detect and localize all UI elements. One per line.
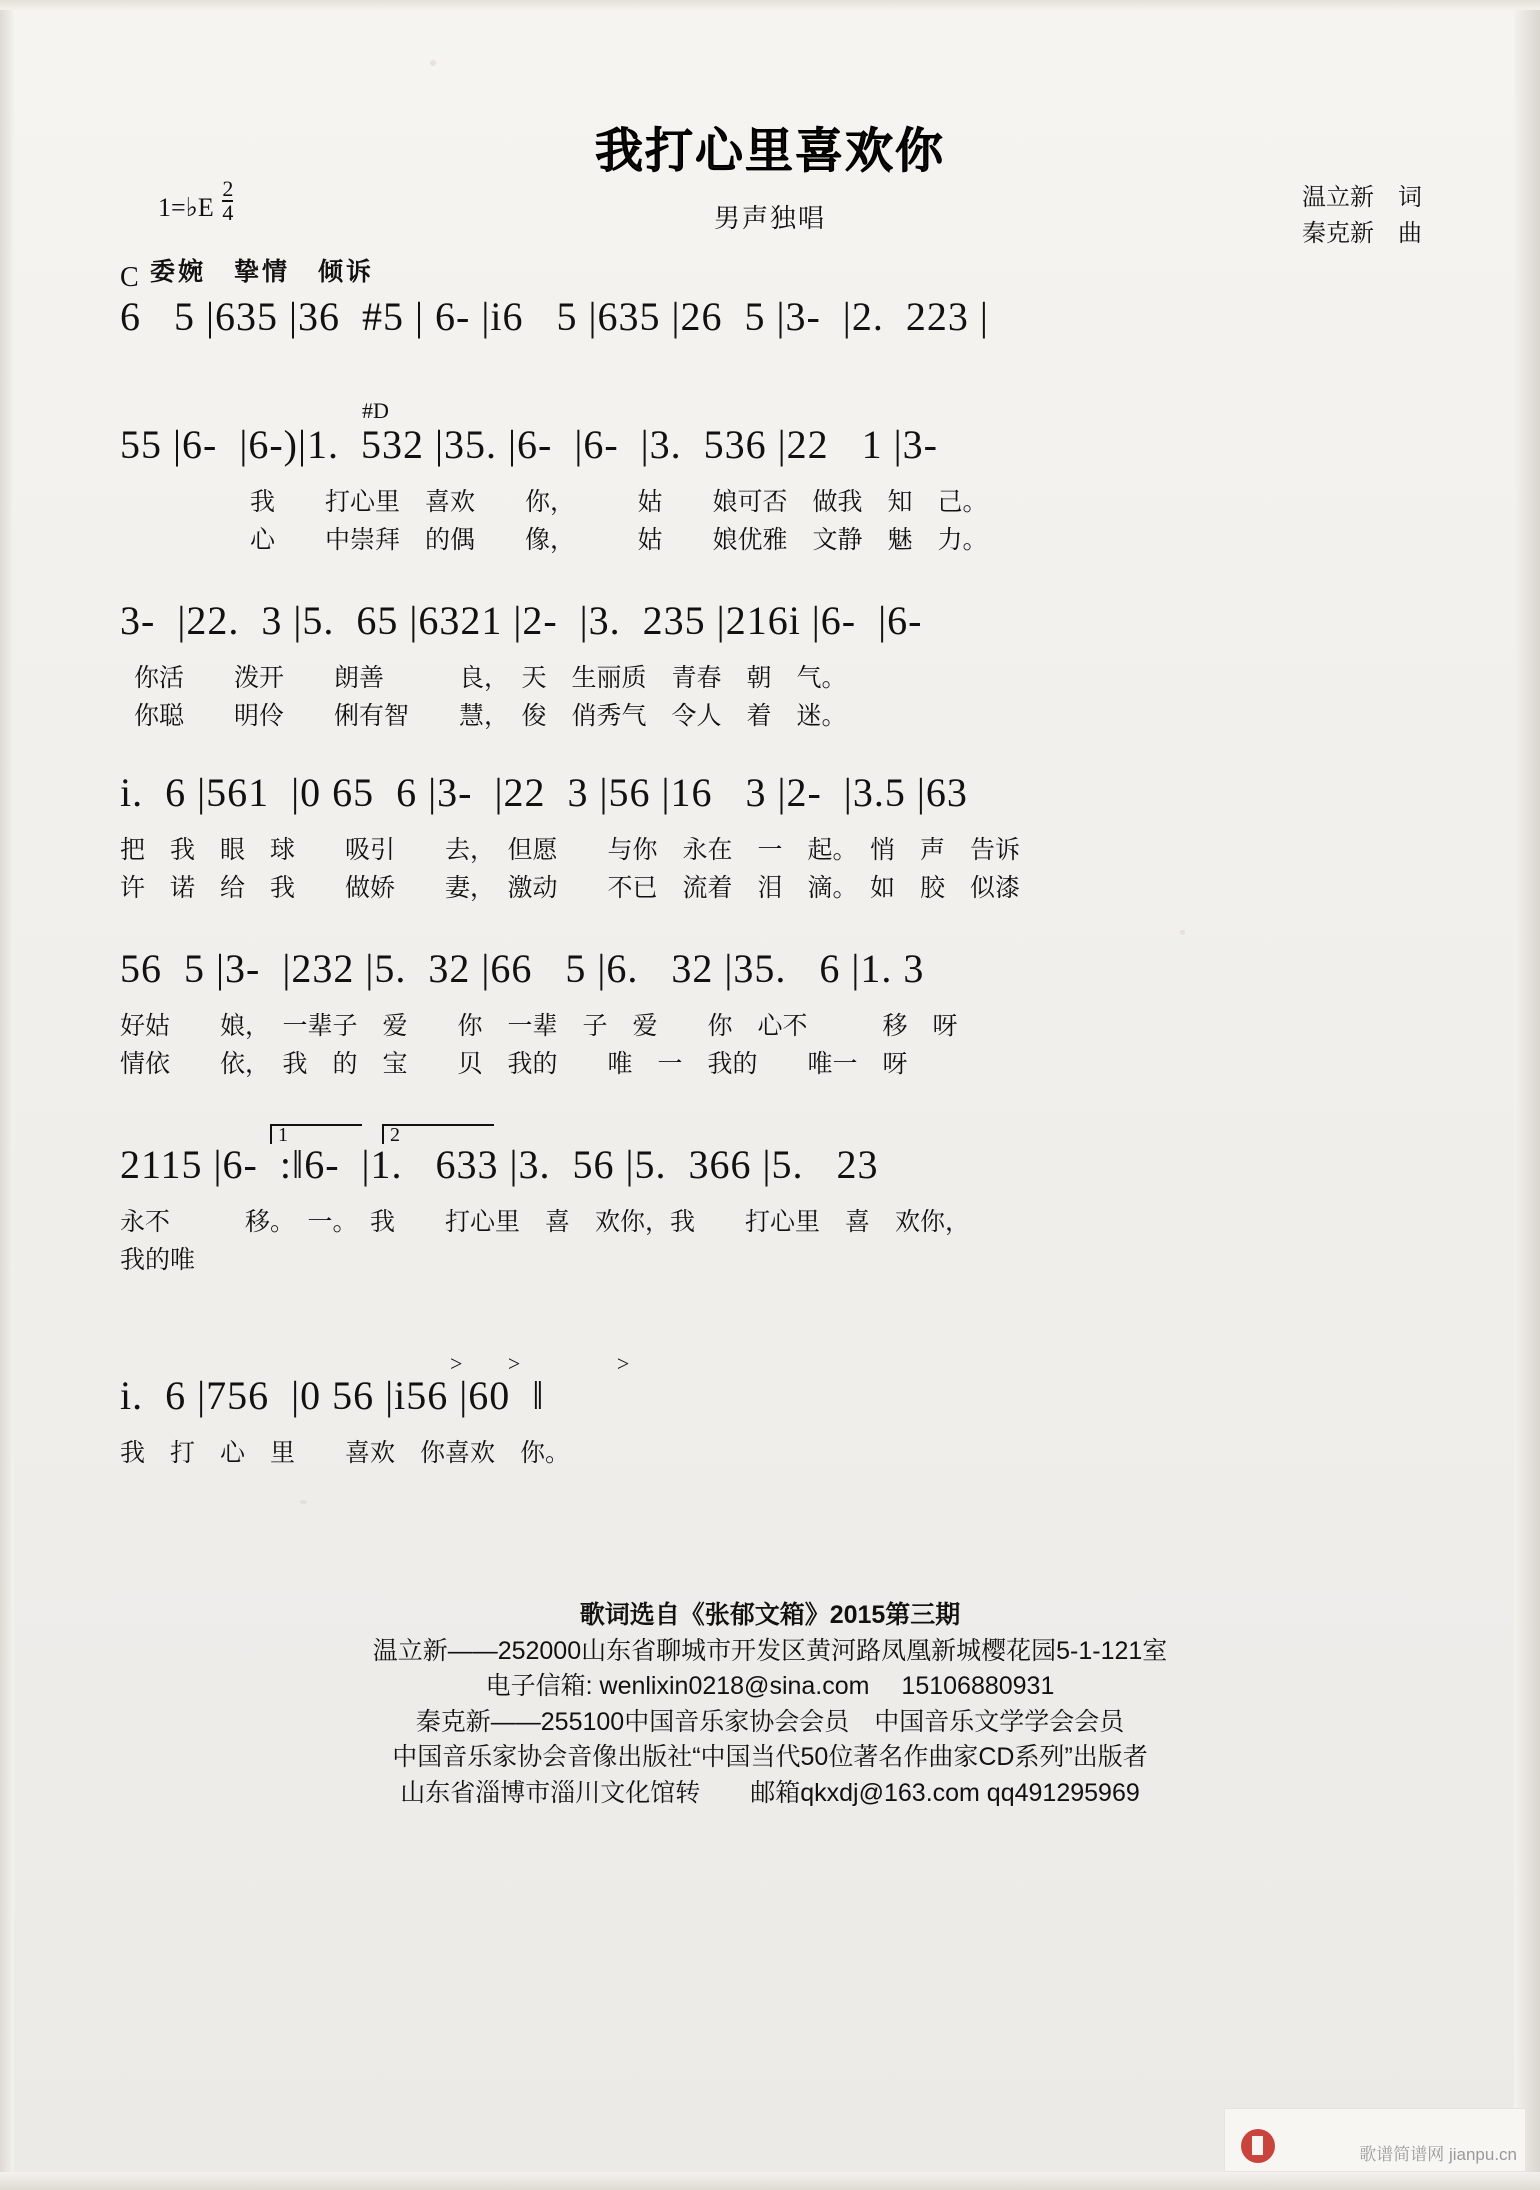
watermark-logo-icon xyxy=(1241,2129,1275,2163)
expression-marking: 委婉 挚情 倾诉 xyxy=(150,258,375,286)
notation-line: i. 6 |756 |0 56 |i56 |60 ‖ xyxy=(120,1373,545,1419)
notation-line: 3- |22. 3 |5. 65 |6321 |2- |3. 235 |216i |6- |6- xyxy=(120,598,923,643)
time-signature-denominator: 4 xyxy=(222,200,234,225)
clef-mark: C xyxy=(120,262,139,293)
lyric-line-verse1: 把 我 眼 球 吸引 去， 但愿 与你 永在 一 起。 悄 声 告诉 xyxy=(120,836,1021,864)
watermark xyxy=(1224,2108,1526,2172)
page-edge-left xyxy=(0,0,14,2190)
page-edge-bottom xyxy=(0,2172,1540,2190)
footer-line: 歌词选自《张郁文箱》2015第三期 xyxy=(579,1601,961,1629)
composer-credit: 秦克新 曲 xyxy=(1302,220,1422,247)
lyric-line-verse1: 好姑 娘， 一辈子 爱 你 一辈 子 爱 你 心不 移 呀 xyxy=(120,1012,958,1040)
lyric-line-verse2: 心 中崇拜 的偶 像， 姑 娘优雅 文静 魅 力。 xyxy=(250,525,988,554)
lyric-line-verse1: 你活 泼开 朗善 良， 天 生丽质 青春 朝 气。 xyxy=(134,664,847,692)
lyric-line-verse1: 永不 移。 一。 我 打心里 喜 欢你，我 打心里 喜 欢你， xyxy=(120,1208,971,1236)
notation-line: i. 6 |561 |0 65 6 |3- |22 3 |56 |16 3 |2- |3.5 |63 xyxy=(120,770,968,815)
notation-line: 2115 |6- :‖6- |1. 633 |3. 56 |5. 366 |5. 23 xyxy=(120,1142,879,1187)
lyricist-credit: 温立新 词 xyxy=(1302,184,1422,211)
music-system-4 xyxy=(120,772,1420,907)
ending-bracket-1 xyxy=(270,1124,362,1144)
footer-line: 山东省淄博市淄川文化馆转 邮箱qkxdj@163.com qq491295969 xyxy=(400,1778,1140,1807)
music-system-6 xyxy=(120,1120,1420,1279)
footer-line: 电子信箱: wenlixin0218@sina.com 15106880931 xyxy=(485,1672,1055,1700)
lyric-line-verse1: 我 打心里 喜欢 你， 姑 娘可否 做我 知 己。 xyxy=(250,488,988,516)
watermark-text: 歌谱简谱网 jianpu.cn xyxy=(1359,2145,1517,2164)
footer-credits xyxy=(0,1598,1540,1811)
lyric-line-verse2: 许 诺 给 我 做娇 妻， 激动 不已 流着 泪 滴。 如 胶 似漆 xyxy=(120,873,1021,902)
notation-line: 56 5 |3- |232 |5. 32 |66 5 |6. 32 |35. 6 |1. 3 xyxy=(120,946,925,991)
lyric-line-verse2: 情依 依， 我 的 宝 贝 我的 唯 一 我的 唯一 呀 xyxy=(120,1049,908,1078)
page-edge-right xyxy=(1514,0,1540,2190)
key-signature-text: 1=♭E xyxy=(158,193,214,222)
notation-line: 6 5 |635 |36 #5 | 6- |i6 5 |635 |26 5 |3- |2. 223 | xyxy=(120,294,989,339)
scan-speck xyxy=(1180,930,1185,935)
credits xyxy=(1302,180,1422,252)
lyric-line-verse1: 我 打 心 里 喜欢 你喜欢 你。 xyxy=(120,1439,571,1468)
ending-bracket-2 xyxy=(382,1124,494,1144)
scan-speck xyxy=(430,60,436,66)
lyric-line-verse2: 我的唯 xyxy=(120,1245,196,1274)
music-system-3 xyxy=(120,600,1420,735)
ending-number-2: 2 xyxy=(390,1124,400,1146)
lyric-line-verse2: 你聪 明伶 俐有智 慧， 俊 俏秀气 令人 着 迷。 xyxy=(134,701,847,730)
page-edge-top xyxy=(0,0,1540,10)
music-system-7 xyxy=(120,1352,1420,1473)
footer-line: 秦克新——255100中国音乐家协会会员 中国音乐文学学会会员 xyxy=(415,1707,1125,1736)
music-system-2 xyxy=(120,398,1420,559)
notation-line: 55 |6- |6-)|1. 532 |35. |6- |6- |3. 536 |22 1 |3- xyxy=(120,422,938,467)
time-signature-numerator: 2 xyxy=(222,176,234,201)
page-title: 我打心里喜欢你 xyxy=(594,125,945,178)
music-system-1 xyxy=(120,296,1420,338)
scan-speck xyxy=(300,1500,307,1504)
footer-line: 温立新——252000山东省聊城市开发区黄河路凤凰新城樱花园5-1-121室 xyxy=(372,1636,1168,1665)
music-system-5 xyxy=(120,948,1420,1083)
ending-number-1: 1 xyxy=(278,1124,288,1146)
accent-marks: > > > xyxy=(450,1351,650,1376)
performance-type: 男声独唱 xyxy=(713,203,826,233)
footer-line: 中国音乐家协会音像出版社“中国当代50位著名作曲家CD系列”出版者 xyxy=(392,1743,1148,1771)
section-marker-d: #D xyxy=(362,398,389,423)
